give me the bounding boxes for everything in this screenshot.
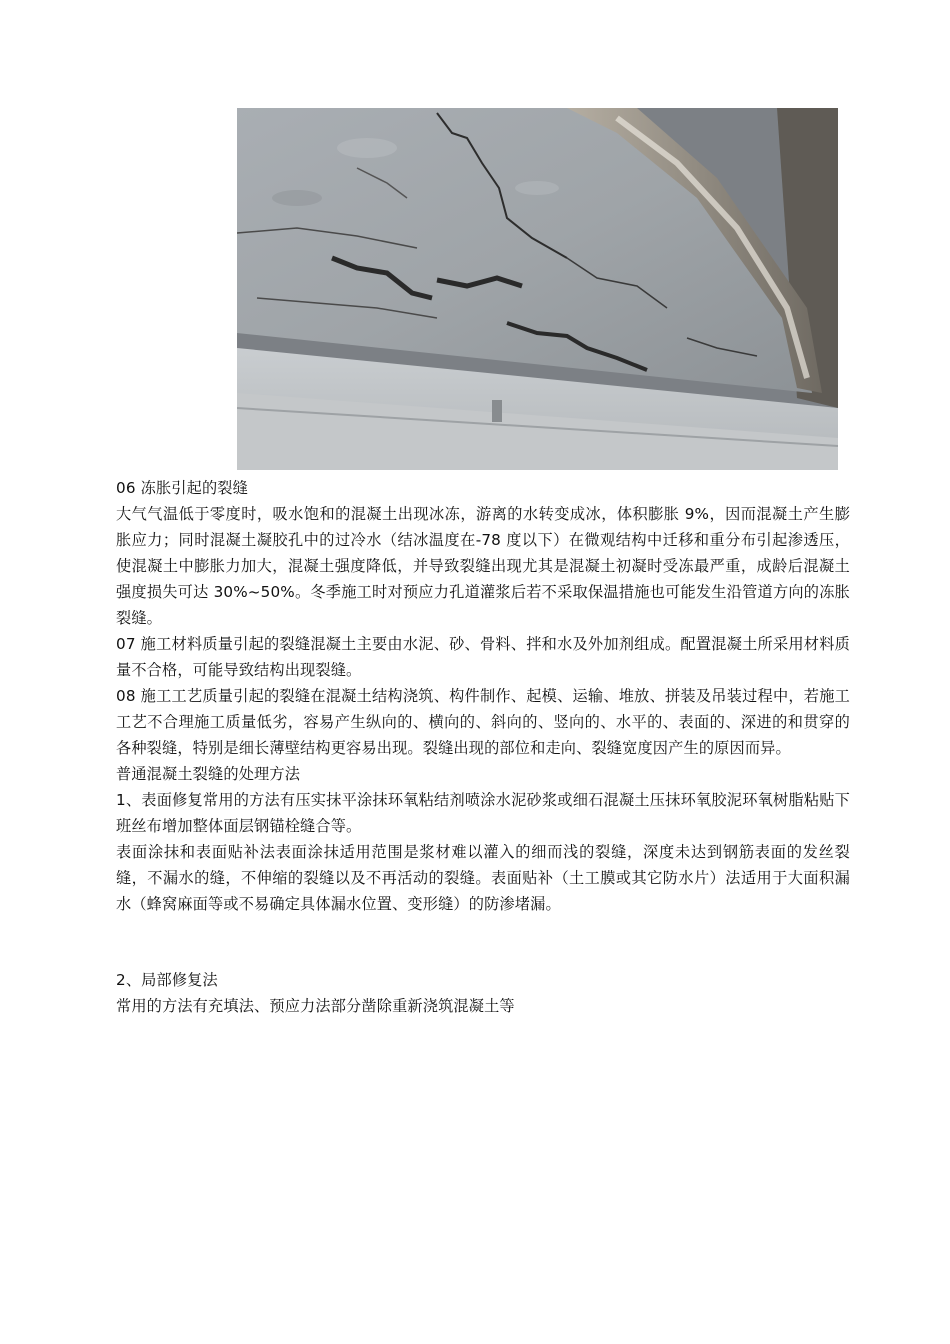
paragraph-surface-repair: 1、表面修复常用的方法有压实抹平涂抹环氧粘结剂喷涂水泥砂浆或细石混凝土压抹环氧胶泥环氧树脂粘贴下班丝布增加整体面层钢锚栓缝合等。 <box>116 791 850 835</box>
section-heading-repair: 普通混凝土裂缝的处理方法 <box>116 765 301 783</box>
cracked-concrete-beam-photo <box>237 108 838 470</box>
heading-local-repair: 2、局部修复法 <box>116 971 218 989</box>
paragraph-07: 07 施工材料质量引起的裂缝混凝土主要由水泥、砂、骨料、拌和水及外加剂组成。配置混凝土所采用材料质量不合格，可能导致结构出现裂缝。 <box>116 635 850 679</box>
paragraph-local-repair: 常用的方法有充填法、预应力法部分凿除重新浇筑混凝土等 <box>116 997 515 1015</box>
paragraph-freeze: 大气气温低于零度时，吸水饱和的混凝土出现冰冻，游离的水转变成冰，体积膨胀 9%，因而混凝土产生膨胀应力；同时混凝土凝胶孔中的过冷水（结冰温度在-78 度以下）在微观结构中迁移和重分布引起渗透压，使混凝土中膨胀力加大，混凝土强度降低，并导致裂缝出现尤其是混凝土初凝时受冻最严重，成龄后混凝土强度损失可达 30%~50%。冬季施工时对预应力孔道灌浆后若不采取保温措施也可能发生沿管道方向的冻胀裂缝。 <box>116 505 850 627</box>
paragraph-08: 08 施工工艺质量引起的裂缝在混凝土结构浇筑、构件制作、起模、运输、堆放、拼装及吊装过程中，若施工工艺不合理施工质量低劣，容易产生纵向的、横向的、斜向的、竖向的、水平的、表面的、深进的和贯穿的各种裂缝，特别是细长薄壁结构更容易出现。裂缝出现的部位和走向、裂缝宽度因产生的原因而异。 <box>116 687 850 757</box>
heading-06: 06 冻胀引起的裂缝 <box>116 479 248 497</box>
blank-gap <box>116 917 850 967</box>
paragraph-surface-coating: 表面涂抹和表面贴补法表面涂抹适用范围是浆材难以灌入的细而浅的裂缝，深度未达到钢筋表面的发丝裂缝，不漏水的缝，不伸缩的裂缝以及不再活动的裂缝。表面贴补（土工膜或其它防水片）法适用于大面积漏水（蜂窝麻面等或不易确定具体漏水位置、变形缝）的防渗堵漏。 <box>116 843 850 913</box>
article-body <box>116 475 850 1019</box>
